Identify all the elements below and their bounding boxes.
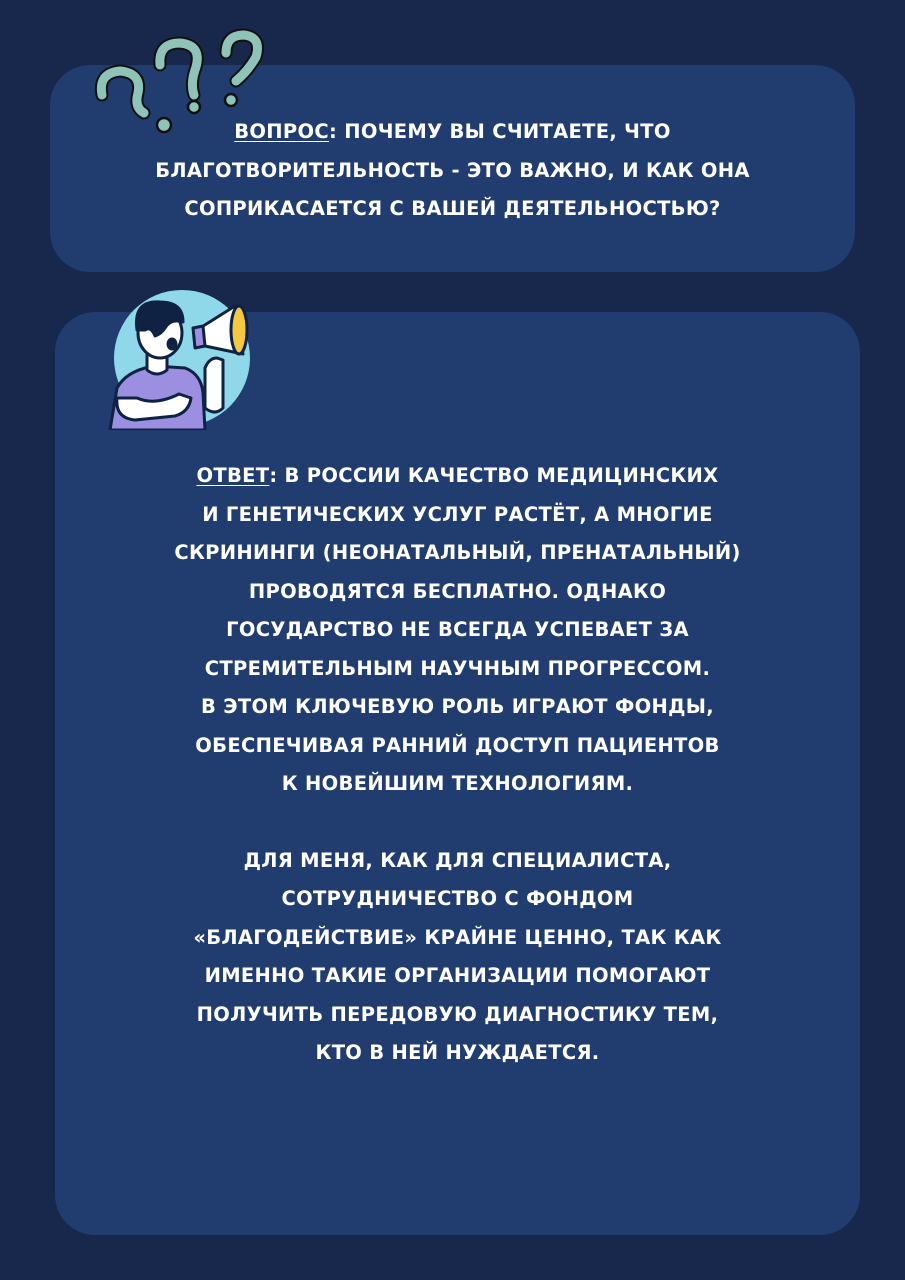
answer-line: ИМЕННО ТАКИЕ ОРГАНИЗАЦИИ ПОМОГАЮТ [204, 964, 711, 987]
answer-card [55, 312, 860, 1235]
answer-line: ПРОВОДЯТСЯ БЕСПЛАТНО. ОДНАКО [248, 579, 667, 603]
answer-line: ГОСУДАРСТВО НЕ ВСЕГДА УСПЕВАЕТ ЗА [226, 618, 689, 641]
answer-text [55, 457, 860, 1073]
answer-line: СТРЕМИТЕЛЬНЫМ НАУЧНЫМ ПРОГРЕССОМ. [204, 656, 711, 680]
answer-line: СКРИНИНГИ (НЕОНАТАЛЬНЫЙ, ПРЕНАТАЛЬНЫЙ) [174, 541, 741, 564]
question-marks-icon [88, 25, 268, 140]
answer-line: ПОЛУЧИТЬ ПЕРЕДОВУЮ ДИАГНОСТИКУ ТЕМ, [196, 1002, 719, 1026]
answer-line: К НОВЕЙШИМ ТЕХНОЛОГИЯМ. [281, 772, 634, 795]
paragraph-gap [55, 804, 860, 842]
answer-line: И ГЕНЕТИЧЕСКИХ УСЛУГ РАСТЁТ, А МНОГИЕ [202, 502, 713, 526]
question-label: ВОПРОС [234, 120, 330, 143]
answer-line: ДЛЯ МЕНЯ, КАК ДЛЯ СПЕЦИАЛИСТА, [243, 848, 672, 872]
question-line: СОПРИКАСАЕТСЯ С ВАШЕЙ ДЕЯТЕЛЬНОСТЬЮ? [184, 197, 721, 220]
answer-line: ОБЕСПЕЧИВАЯ РАННИЙ ДОСТУП ПАЦИЕНТОВ [195, 733, 720, 757]
man-with-megaphone-icon [105, 288, 260, 433]
question-line: : ПОЧЕМУ ВЫ СЧИТАЕТЕ, ЧТО [329, 120, 671, 143]
answer-line: В ЭТОМ КЛЮЧЕВУЮ РОЛЬ ИГРАЮТ ФОНДЫ, [201, 695, 714, 718]
answer-line: СОТРУДНИЧЕСТВО С ФОНДОМ [281, 887, 634, 910]
answer-line: «БЛАГОДЕЙСТВИЕ» КРАЙНЕ ЦЕННО, ТАК КАК [193, 925, 722, 949]
answer-line: КТО В НЕЙ НУЖДАЕТСЯ. [315, 1041, 600, 1064]
answer-label: ОТВЕТ [196, 464, 270, 487]
answer-line: : В РОССИИ КАЧЕСТВО МЕДИЦИНСКИХ [269, 464, 719, 487]
question-line: БЛАГОТВОРИТЕЛЬНОСТЬ - ЭТО ВАЖНО, И КАК ОНА [155, 158, 750, 182]
